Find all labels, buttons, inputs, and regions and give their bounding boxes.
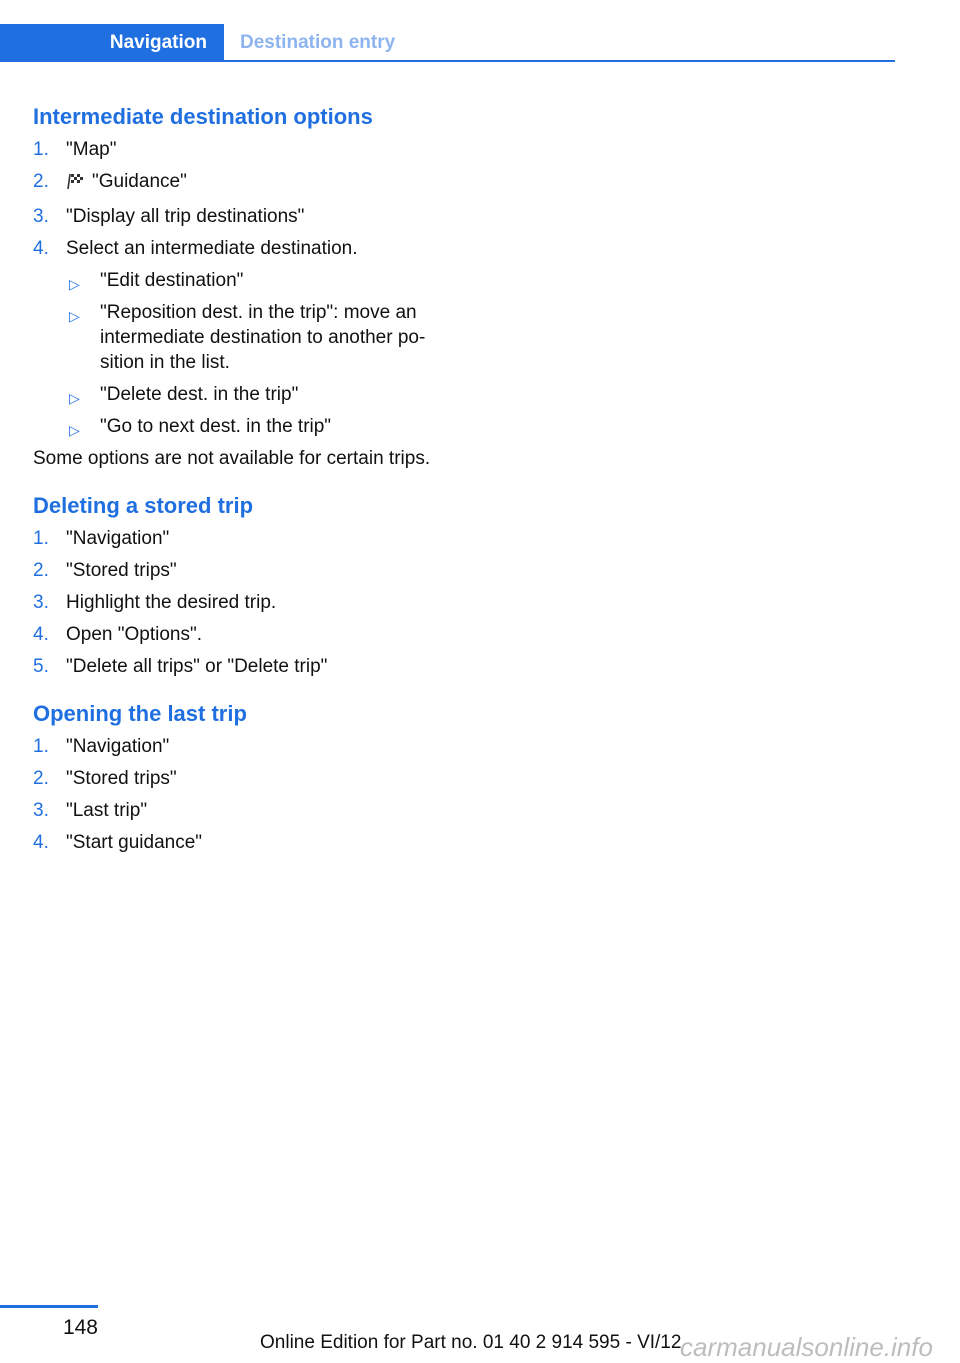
triangle-bullet-icon: ▷ bbox=[69, 390, 80, 406]
list-item bbox=[33, 731, 473, 763]
watermark: carmanualsonline.info bbox=[680, 1332, 933, 1362]
step-text: "Start guidance" bbox=[66, 832, 203, 853]
step-text: "Last trip" bbox=[66, 800, 148, 821]
list-item bbox=[33, 827, 473, 859]
list-item bbox=[33, 651, 473, 683]
triangle-bullet-icon: ▷ bbox=[69, 422, 80, 438]
bullet-text: "Delete dest. in the trip" bbox=[100, 384, 299, 405]
header-divider bbox=[0, 60, 895, 62]
step-text: "Display all trip destinations" bbox=[66, 206, 305, 227]
section-note: Some options are not available for certain trips. bbox=[33, 448, 431, 469]
page-header bbox=[0, 24, 895, 62]
bullet-text: "Reposition dest. in the trip": move an intermediate destination to another po‐ sition in the list. bbox=[100, 302, 426, 373]
sub-list-item bbox=[33, 297, 473, 379]
step-number: 1. bbox=[33, 139, 49, 160]
list-item bbox=[33, 587, 473, 619]
step-number: 2. bbox=[33, 560, 49, 581]
section-title-opening: Opening the last trip bbox=[33, 701, 247, 726]
list-item bbox=[33, 763, 473, 795]
list-item bbox=[33, 795, 473, 827]
tab-navigation[interactable]: Navigation bbox=[0, 24, 224, 62]
triangle-bullet-icon: ▷ bbox=[69, 276, 80, 292]
step-number: 3. bbox=[33, 800, 49, 821]
step-number: 3. bbox=[33, 592, 49, 613]
step-number: 5. bbox=[33, 656, 49, 677]
step-number: 1. bbox=[33, 528, 49, 549]
list-item bbox=[33, 166, 473, 201]
bullet-text: "Edit destination" bbox=[100, 270, 244, 291]
bullet-text: "Go to next dest. in the trip" bbox=[100, 416, 332, 437]
step-number: 4. bbox=[33, 238, 49, 259]
list-item bbox=[33, 555, 473, 587]
sub-list-item bbox=[33, 265, 473, 297]
section-title-deleting: Deleting a stored trip bbox=[33, 493, 254, 518]
step-text: Highlight the desired trip. bbox=[66, 592, 277, 613]
main-content bbox=[33, 100, 473, 859]
step-number: 3. bbox=[33, 206, 49, 227]
section-title-intermediate: Intermediate destination options bbox=[33, 104, 373, 129]
step-number: 4. bbox=[33, 624, 49, 645]
sub-list-item bbox=[33, 379, 473, 411]
step-text: "Navigation" bbox=[66, 528, 170, 549]
list-item bbox=[33, 134, 473, 166]
step-text: "Stored trips" bbox=[66, 768, 177, 789]
step-text: Open "Options". bbox=[66, 624, 203, 645]
step-text: "Delete all trips" or "Delete trip" bbox=[66, 656, 328, 677]
footer-divider bbox=[0, 1305, 98, 1308]
step-number: 2. bbox=[33, 171, 49, 192]
step-text: "Stored trips" bbox=[66, 560, 177, 581]
step-text: "Navigation" bbox=[66, 736, 170, 757]
step-number: 2. bbox=[33, 768, 49, 789]
list-item bbox=[33, 201, 473, 233]
list-item bbox=[33, 233, 473, 265]
tab-destination-entry[interactable]: Destination entry bbox=[240, 32, 396, 53]
step-number: 4. bbox=[33, 832, 49, 853]
step-text: "Guidance" bbox=[92, 171, 187, 192]
step-number: 1. bbox=[33, 736, 49, 757]
edition-note: Online Edition for Part no. 01 40 2 914 595 - VI/12 bbox=[260, 1332, 682, 1353]
page-number: 148 bbox=[62, 1316, 98, 1339]
list-item bbox=[33, 523, 473, 555]
sub-list-item bbox=[33, 411, 473, 443]
checkered-flag-icon bbox=[66, 172, 86, 197]
list-item bbox=[33, 619, 473, 651]
step-text: "Map" bbox=[66, 139, 117, 160]
triangle-bullet-icon: ▷ bbox=[69, 308, 80, 324]
step-text: Select an intermediate destination. bbox=[66, 238, 358, 259]
